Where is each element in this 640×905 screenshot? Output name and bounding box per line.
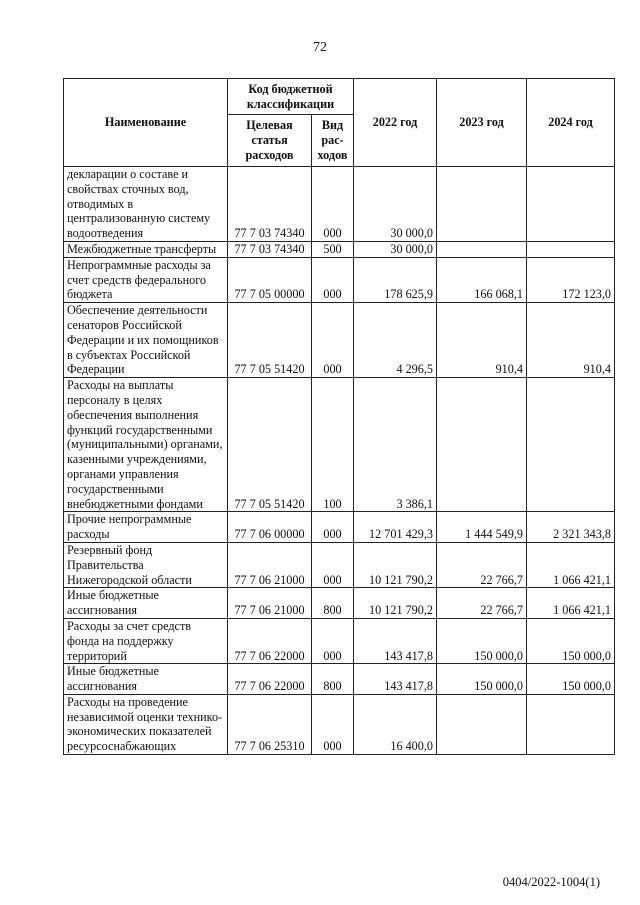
table-body bbox=[64, 167, 615, 755]
row-code: 77 7 06 00000 bbox=[228, 512, 312, 543]
row-2022: 178 625,9 bbox=[354, 257, 437, 302]
row-code: 77 7 06 25310 bbox=[228, 694, 312, 754]
row-kind: 800 bbox=[312, 664, 354, 695]
row-kind: 000 bbox=[312, 618, 354, 663]
row-2024: 1 066 421,1 bbox=[527, 542, 615, 587]
row-2023: 910,4 bbox=[437, 303, 527, 378]
row-name: Непрограммные расходы за счет средств федерального бюджета bbox=[64, 257, 228, 302]
row-code: 77 7 06 22000 bbox=[228, 664, 312, 695]
row-code: 77 7 05 51420 bbox=[228, 303, 312, 378]
row-2022: 10 121 790,2 bbox=[354, 542, 437, 587]
table-row bbox=[64, 378, 615, 512]
header-2024: 2024 год bbox=[527, 79, 615, 167]
row-2024 bbox=[527, 378, 615, 512]
page-number: 72 bbox=[313, 40, 327, 55]
table-row bbox=[64, 664, 615, 695]
header-expense-kind: Вид рас-ходов bbox=[312, 115, 354, 167]
table-row bbox=[64, 694, 615, 754]
row-kind: 000 bbox=[312, 542, 354, 587]
row-2024: 150 000,0 bbox=[527, 664, 615, 695]
row-kind: 000 bbox=[312, 694, 354, 754]
row-2022: 143 417,8 bbox=[354, 664, 437, 695]
row-name: Расходы на проведение независимой оценки технико-экономических показателей ресурсоснабжающих bbox=[64, 694, 228, 754]
row-2023: 22 766,7 bbox=[437, 588, 527, 619]
row-2024 bbox=[527, 241, 615, 257]
row-2023 bbox=[437, 167, 527, 242]
row-2024 bbox=[527, 694, 615, 754]
table-row bbox=[64, 512, 615, 543]
row-2024: 172 123,0 bbox=[527, 257, 615, 302]
header-2022: 2022 год bbox=[354, 79, 437, 167]
row-code: 77 7 03 74340 bbox=[228, 241, 312, 257]
document-code: 0404/2022-1004(1) bbox=[502, 875, 600, 889]
row-2023: 150 000,0 bbox=[437, 618, 527, 663]
row-code: 77 7 06 21000 bbox=[228, 542, 312, 587]
table-row bbox=[64, 588, 615, 619]
row-2022: 10 121 790,2 bbox=[354, 588, 437, 619]
row-2024 bbox=[527, 167, 615, 242]
row-code: 77 7 05 51420 bbox=[228, 378, 312, 512]
row-2024: 1 066 421,1 bbox=[527, 588, 615, 619]
row-2024: 2 321 343,8 bbox=[527, 512, 615, 543]
row-kind: 000 bbox=[312, 257, 354, 302]
row-2023: 150 000,0 bbox=[437, 664, 527, 695]
row-kind: 000 bbox=[312, 303, 354, 378]
header-target-article: Целевая статья расходов bbox=[228, 115, 312, 167]
row-2022: 3 386,1 bbox=[354, 378, 437, 512]
table-row bbox=[64, 241, 615, 257]
row-kind: 000 bbox=[312, 167, 354, 242]
row-code: 77 7 06 22000 bbox=[228, 618, 312, 663]
row-code: 77 7 03 74340 bbox=[228, 167, 312, 242]
row-2022: 4 296,5 bbox=[354, 303, 437, 378]
row-2023 bbox=[437, 241, 527, 257]
header-name: Наименование bbox=[64, 79, 228, 167]
row-name: Прочие непрограммные расходы bbox=[64, 512, 228, 543]
row-name: Иные бюджетные ассигнования bbox=[64, 664, 228, 695]
table-row bbox=[64, 167, 615, 242]
row-name: декларации о составе и свойствах сточных вод, отводимых в централизованную систему водоотведения bbox=[64, 167, 228, 242]
row-name: Расходы на выплаты персоналу в целях обеспечения выполнения функций государственными (муниципальными) органами, казенными учреждениями, органами управления государственными внебюджетными фондами bbox=[64, 378, 228, 512]
row-2023: 22 766,7 bbox=[437, 542, 527, 587]
header-2023: 2023 год bbox=[437, 79, 527, 167]
table-row bbox=[64, 618, 615, 663]
row-name: Обеспечение деятельности сенаторов Российской Федерации и их помощников в субъектах Российской Федерации bbox=[64, 303, 228, 378]
row-kind: 800 bbox=[312, 588, 354, 619]
row-2023: 166 068,1 bbox=[437, 257, 527, 302]
row-kind: 100 bbox=[312, 378, 354, 512]
row-2022: 16 400,0 bbox=[354, 694, 437, 754]
row-2022: 30 000,0 bbox=[354, 167, 437, 242]
row-name: Межбюджетные трансферты bbox=[64, 241, 228, 257]
row-2023 bbox=[437, 694, 527, 754]
row-2024: 150 000,0 bbox=[527, 618, 615, 663]
row-kind: 000 bbox=[312, 512, 354, 543]
row-code: 77 7 06 21000 bbox=[228, 588, 312, 619]
row-name: Расходы за счет средств фонда на поддержку территорий bbox=[64, 618, 228, 663]
row-name: Резервный фонд Правительства Нижегородской области bbox=[64, 542, 228, 587]
row-kind: 500 bbox=[312, 241, 354, 257]
row-2022: 12 701 429,3 bbox=[354, 512, 437, 543]
table-row bbox=[64, 303, 615, 378]
row-2022: 30 000,0 bbox=[354, 241, 437, 257]
row-2023 bbox=[437, 378, 527, 512]
table-row bbox=[64, 257, 615, 302]
row-code: 77 7 05 00000 bbox=[228, 257, 312, 302]
table-header bbox=[64, 79, 615, 167]
row-2024: 910,4 bbox=[527, 303, 615, 378]
header-code-group: Код бюджетной классификации bbox=[228, 79, 354, 115]
row-2022: 143 417,8 bbox=[354, 618, 437, 663]
table-row bbox=[64, 542, 615, 587]
budget-table bbox=[63, 78, 615, 755]
row-name: Иные бюджетные ассигнования bbox=[64, 588, 228, 619]
row-2023: 1 444 549,9 bbox=[437, 512, 527, 543]
